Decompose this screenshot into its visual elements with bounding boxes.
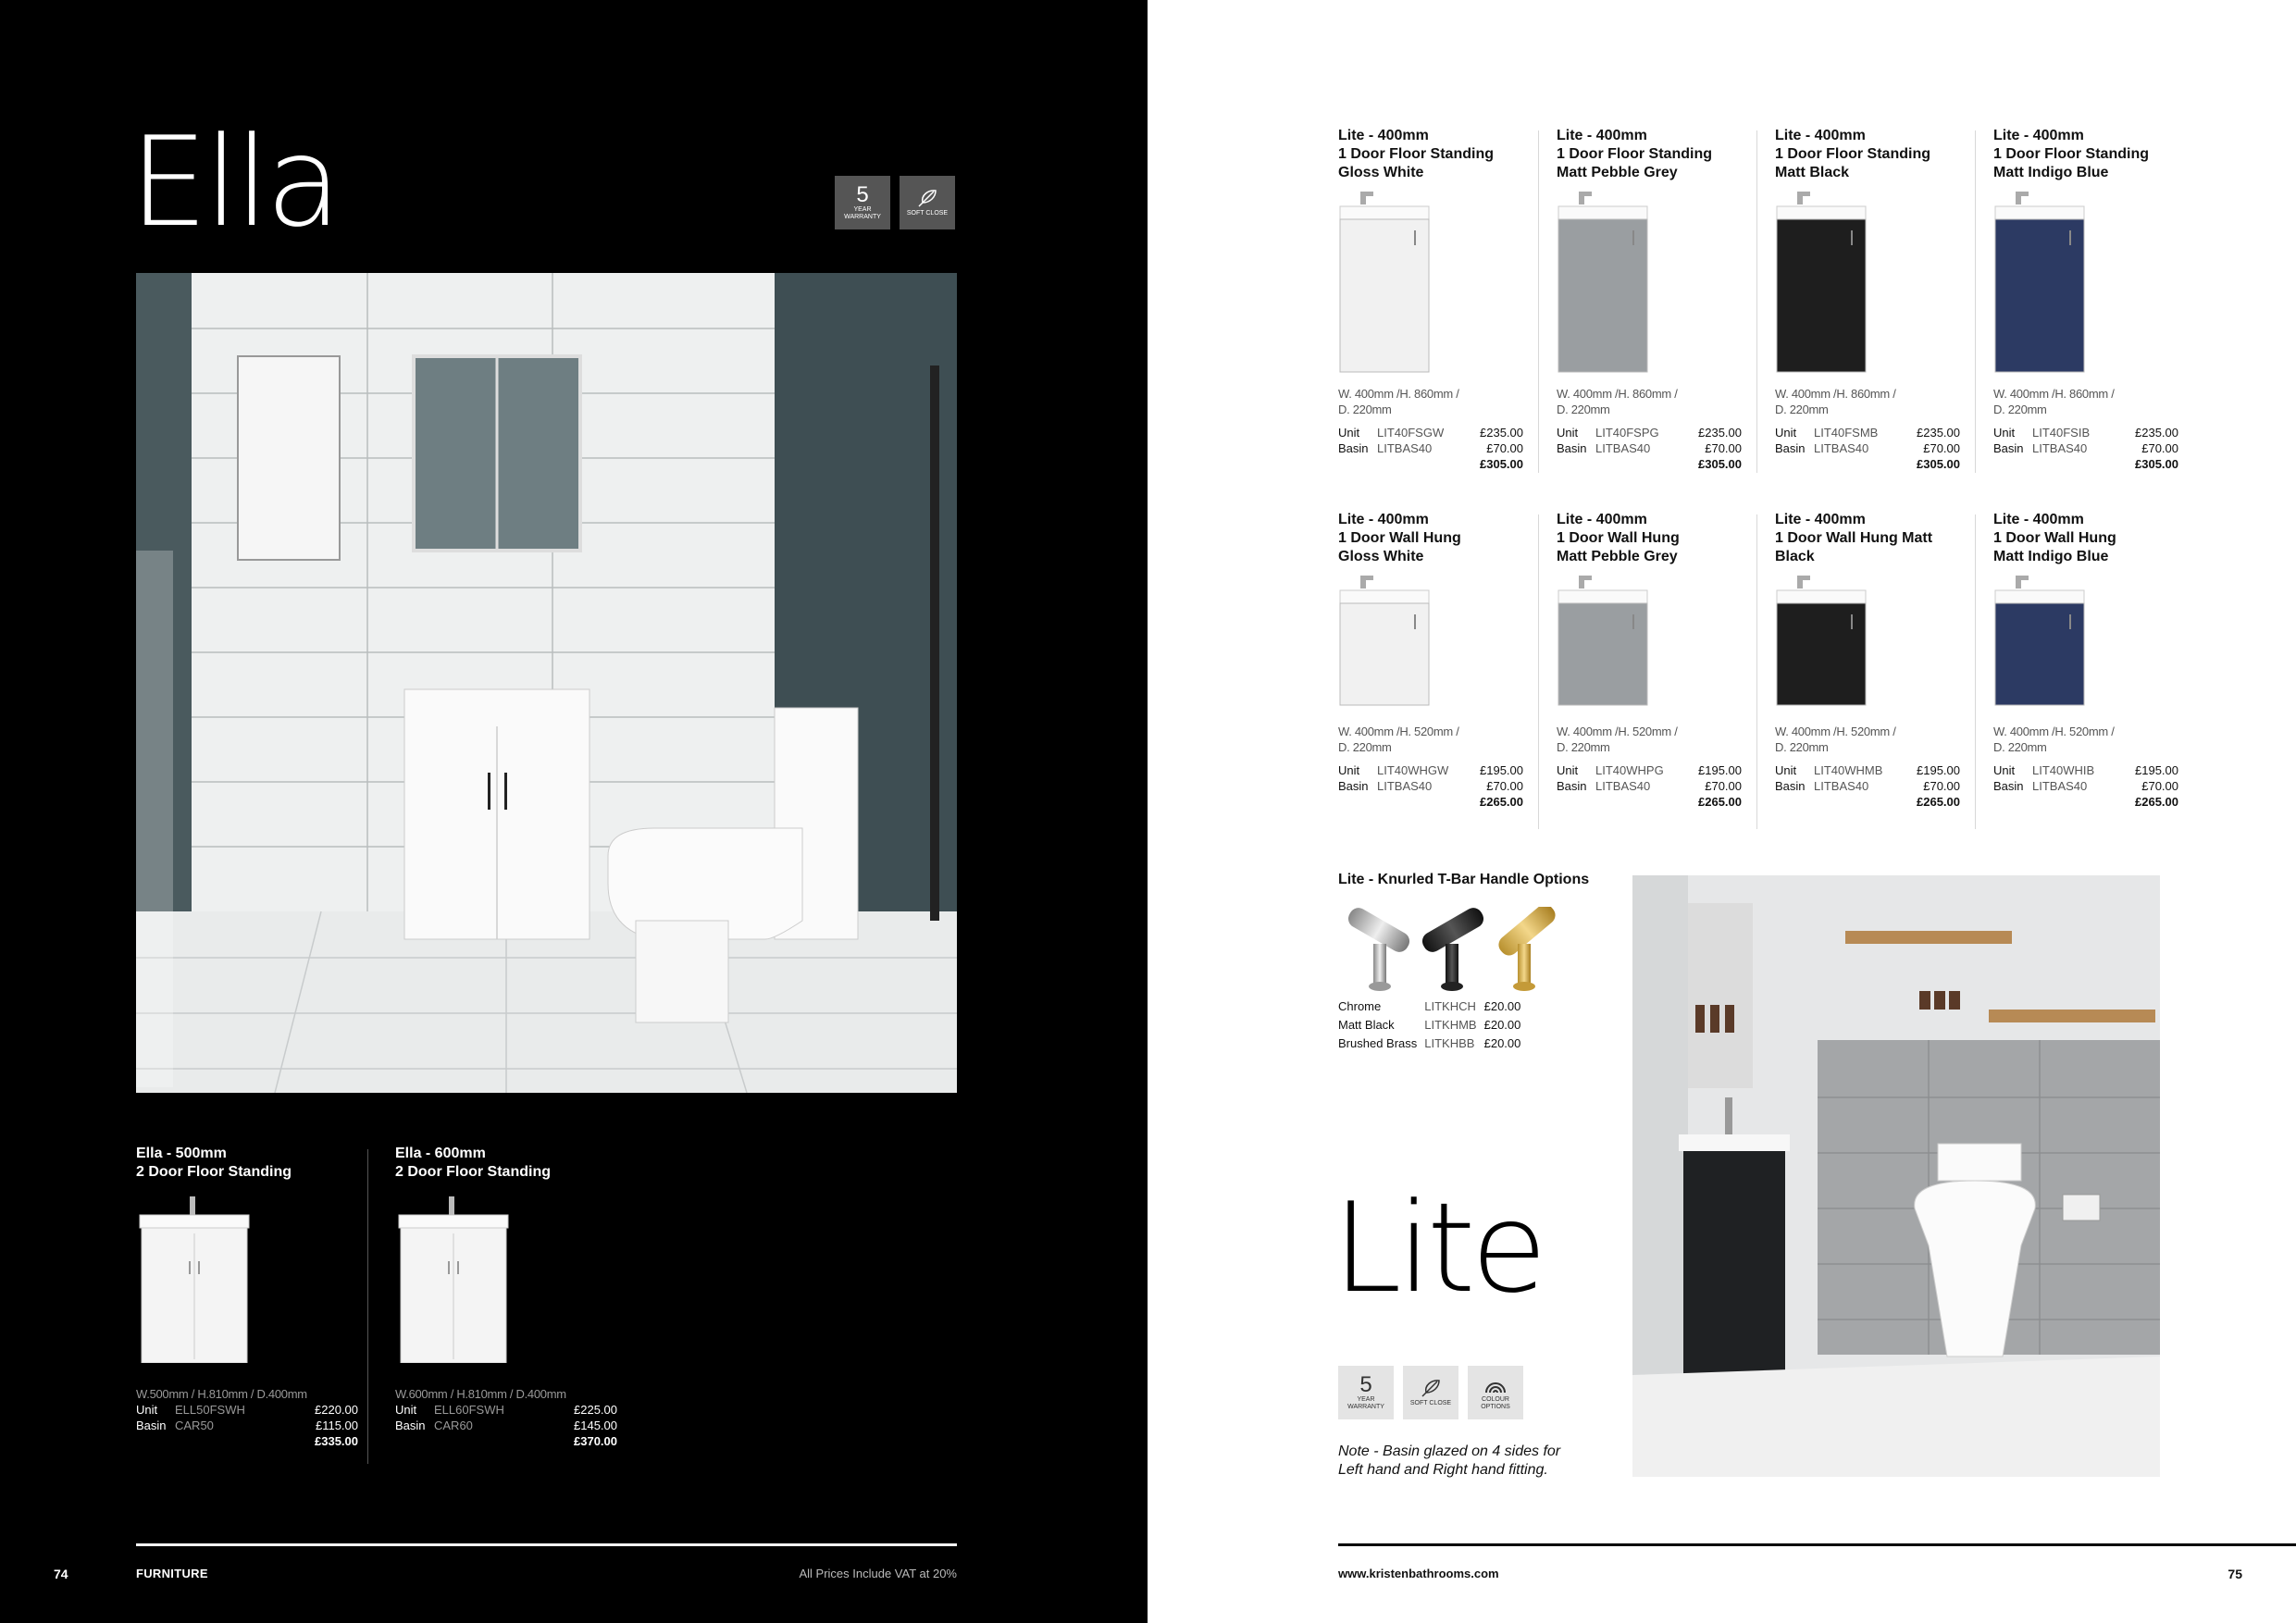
total-price: £265.00 bbox=[1480, 795, 1523, 809]
ella-600-unit-image bbox=[395, 1196, 512, 1363]
product-finish: Matt Black bbox=[1775, 165, 1850, 180]
price-table: Unit LIT40FSPG £235.00 Basin LITBAS40 £70.00 £305.00 bbox=[1557, 426, 1742, 471]
feather-icon bbox=[915, 188, 939, 208]
warranty-badge: 5 YEAR WARRANTY bbox=[835, 176, 890, 229]
price-table: Unit LIT40WHPG £195.00 Basin LITBAS40 £70.00 £265.00 bbox=[1557, 763, 1742, 809]
rainbow-icon bbox=[1483, 1374, 1508, 1394]
lite-unit-image bbox=[1338, 192, 1431, 377]
lite-title: Lite bbox=[1333, 1176, 1543, 1320]
product-ella-500 bbox=[136, 1145, 358, 1449]
column-divider bbox=[367, 1149, 368, 1464]
floor-standing-unit-3 bbox=[1993, 127, 2178, 472]
lite-unit-image bbox=[1993, 192, 2086, 377]
product-ella-600 bbox=[395, 1145, 617, 1449]
product-title: Ella - 500mm bbox=[136, 1146, 227, 1161]
product-finish: Black bbox=[1775, 549, 1815, 564]
column-divider bbox=[1756, 130, 1757, 473]
ella-title: Ella bbox=[130, 110, 339, 254]
product-dimensions: W. 400mm /H. 860mm / bbox=[1993, 387, 2115, 401]
product-title: Lite - 400mm bbox=[1993, 512, 2084, 527]
product-depth: D. 220mm bbox=[1993, 740, 2047, 754]
price-table: Unit ELL50FSWH £220.00 Basin CAR50 £115.00 £335.00 bbox=[136, 1403, 358, 1448]
feature-badges bbox=[835, 176, 955, 229]
wall-hung-unit-0 bbox=[1338, 511, 1523, 810]
product-subtitle: 1 Door Floor Standing bbox=[1557, 146, 1712, 162]
total-price: £335.00 bbox=[315, 1434, 358, 1448]
product-subtitle: 1 Door Floor Standing bbox=[1775, 146, 1930, 162]
product-dimensions: W. 400mm /H. 520mm / bbox=[1338, 725, 1459, 738]
product-subtitle: 1 Door Floor Standing bbox=[1993, 146, 2149, 162]
feature-badges bbox=[1338, 1366, 1523, 1419]
wall-hung-unit-1 bbox=[1557, 511, 1742, 810]
product-finish: Gloss White bbox=[1338, 549, 1424, 564]
warranty-badge: 5 YEAR WARRANTY bbox=[1338, 1366, 1394, 1419]
product-title: Ella - 600mm bbox=[395, 1146, 486, 1161]
column-divider bbox=[1538, 514, 1539, 829]
product-subtitle: 2 Door Floor Standing bbox=[136, 1164, 292, 1180]
product-title: Lite - 400mm bbox=[1993, 128, 2084, 143]
product-depth: D. 220mm bbox=[1775, 740, 1829, 754]
product-depth: D. 220mm bbox=[1557, 403, 1610, 416]
product-subtitle: 1 Door Wall Hung bbox=[1338, 530, 1461, 546]
product-finish: Matt Pebble Grey bbox=[1557, 549, 1678, 564]
product-finish: Gloss White bbox=[1338, 165, 1424, 180]
ella-500-unit-image bbox=[136, 1196, 253, 1363]
lite-unit-image bbox=[1338, 576, 1431, 714]
page-number: 74 bbox=[54, 1567, 68, 1581]
product-dimensions: W.500mm / H.810mm / D.400mm bbox=[136, 1387, 307, 1401]
product-dimensions: W. 400mm /H. 860mm / bbox=[1338, 387, 1459, 401]
handles-title: Lite - Knurled T-Bar Handle Options bbox=[1338, 872, 1590, 887]
product-title: Lite - 400mm bbox=[1775, 128, 1866, 143]
feather-icon bbox=[1419, 1378, 1443, 1398]
website-link[interactable]: www.kristenbathrooms.com bbox=[1338, 1567, 1499, 1580]
price-table: Unit LIT40WHGW £195.00 Basin LITBAS40 £70.00 £265.00 bbox=[1338, 763, 1523, 809]
floor-standing-unit-2 bbox=[1775, 127, 1960, 472]
product-finish: Matt Pebble Grey bbox=[1557, 165, 1678, 180]
ella-products bbox=[136, 1145, 617, 1468]
total-price: £265.00 bbox=[2135, 795, 2178, 809]
soft-close-badge: SOFT CLOSE bbox=[1403, 1366, 1458, 1419]
lite-unit-image bbox=[1557, 192, 1649, 377]
product-dimensions: W.600mm / H.810mm / D.400mm bbox=[395, 1387, 566, 1401]
total-price: £265.00 bbox=[1698, 795, 1742, 809]
price-table: Unit LIT40FSMB £235.00 Basin LITBAS40 £70.00 £305.00 bbox=[1775, 426, 1960, 471]
product-title: Lite - 400mm bbox=[1338, 128, 1429, 143]
lite-unit-image bbox=[1993, 576, 2086, 714]
product-dimensions: W. 400mm /H. 520mm / bbox=[1557, 725, 1678, 738]
product-title: Lite - 400mm bbox=[1557, 128, 1647, 143]
total-price: £305.00 bbox=[1917, 457, 1960, 471]
colour-options-badge: COLOUR OPTIONS bbox=[1468, 1366, 1523, 1419]
product-depth: D. 220mm bbox=[1993, 403, 2047, 416]
floor-standing-unit-0 bbox=[1338, 127, 1523, 472]
handles-price-table bbox=[1338, 997, 1528, 1053]
basin-note: Note - Basin glazed on 4 sides for Left hand and Right hand fitting. bbox=[1338, 1443, 1561, 1478]
column-divider bbox=[1975, 130, 1976, 473]
ella-bathroom-photo bbox=[136, 273, 957, 1093]
vat-note: All Prices Include VAT at 20% bbox=[799, 1567, 957, 1580]
price-table: Unit LIT40WHMB £195.00 Basin LITBAS40 £70.00 £265.00 bbox=[1775, 763, 1960, 809]
product-subtitle: 1 Door Wall Hung bbox=[1993, 530, 2116, 546]
product-depth: D. 220mm bbox=[1775, 403, 1829, 416]
lite-bathroom-photo bbox=[1632, 875, 2160, 1477]
footer-rule bbox=[1338, 1543, 2296, 1546]
product-title: Lite - 400mm bbox=[1775, 512, 1866, 527]
product-title: Lite - 400mm bbox=[1338, 512, 1429, 527]
total-price: £305.00 bbox=[1698, 457, 1742, 471]
product-subtitle: 1 Door Floor Standing bbox=[1338, 146, 1494, 162]
product-title: Lite - 400mm bbox=[1557, 512, 1647, 527]
product-dimensions: W. 400mm /H. 520mm / bbox=[1775, 725, 1896, 738]
product-subtitle: 1 Door Wall Hung Matt bbox=[1775, 530, 1933, 546]
product-depth: D. 220mm bbox=[1338, 403, 1392, 416]
product-subtitle: 1 Door Wall Hung bbox=[1557, 530, 1680, 546]
total-price: £305.00 bbox=[2135, 457, 2178, 471]
lite-unit-image bbox=[1557, 576, 1649, 714]
price-table: Unit LIT40FSIB £235.00 Basin LITBAS40 £70.00 £305.00 bbox=[1993, 426, 2178, 471]
wall-hung-unit-2 bbox=[1775, 511, 1960, 810]
product-depth: D. 220mm bbox=[1557, 740, 1610, 754]
t-bar-handles-image bbox=[1336, 907, 1572, 999]
handle-row: Brushed Brass LITKHBB £20.00 bbox=[1338, 1036, 1521, 1050]
product-dimensions: W. 400mm /H. 860mm / bbox=[1557, 387, 1678, 401]
column-divider bbox=[1538, 130, 1539, 473]
handle-row: Chrome LITKHCH £20.00 bbox=[1338, 999, 1521, 1013]
floor-standing-unit-1 bbox=[1557, 127, 1742, 472]
product-finish: Matt Indigo Blue bbox=[1993, 549, 2109, 564]
product-depth: D. 220mm bbox=[1338, 740, 1392, 754]
total-price: £370.00 bbox=[574, 1434, 617, 1448]
wall-hung-unit-3 bbox=[1993, 511, 2178, 810]
product-dimensions: W. 400mm /H. 860mm / bbox=[1775, 387, 1896, 401]
product-finish: Matt Indigo Blue bbox=[1993, 165, 2109, 180]
total-price: £305.00 bbox=[1480, 457, 1523, 471]
footer-rule bbox=[136, 1543, 957, 1546]
column-divider bbox=[1975, 514, 1976, 829]
page-number: 75 bbox=[2228, 1567, 2242, 1581]
column-divider bbox=[1756, 514, 1757, 829]
product-subtitle: 2 Door Floor Standing bbox=[395, 1164, 551, 1180]
price-table: Unit LIT40WHIB £195.00 Basin LITBAS40 £70.00 £265.00 bbox=[1993, 763, 2178, 809]
soft-close-badge: SOFT CLOSE bbox=[900, 176, 955, 229]
lite-unit-image bbox=[1775, 576, 1868, 714]
right-page bbox=[1148, 0, 2296, 1623]
handle-row: Matt Black LITKHMB £20.00 bbox=[1338, 1018, 1521, 1032]
price-table: Unit ELL60FSWH £225.00 Basin CAR60 £145.00 £370.00 bbox=[395, 1403, 617, 1448]
total-price: £265.00 bbox=[1917, 795, 1960, 809]
section-label: FURNITURE bbox=[136, 1567, 208, 1580]
price-table: Unit LIT40FSGW £235.00 Basin LITBAS40 £70.00 £305.00 bbox=[1338, 426, 1523, 471]
product-dimensions: W. 400mm /H. 520mm / bbox=[1993, 725, 2115, 738]
lite-unit-image bbox=[1775, 192, 1868, 377]
